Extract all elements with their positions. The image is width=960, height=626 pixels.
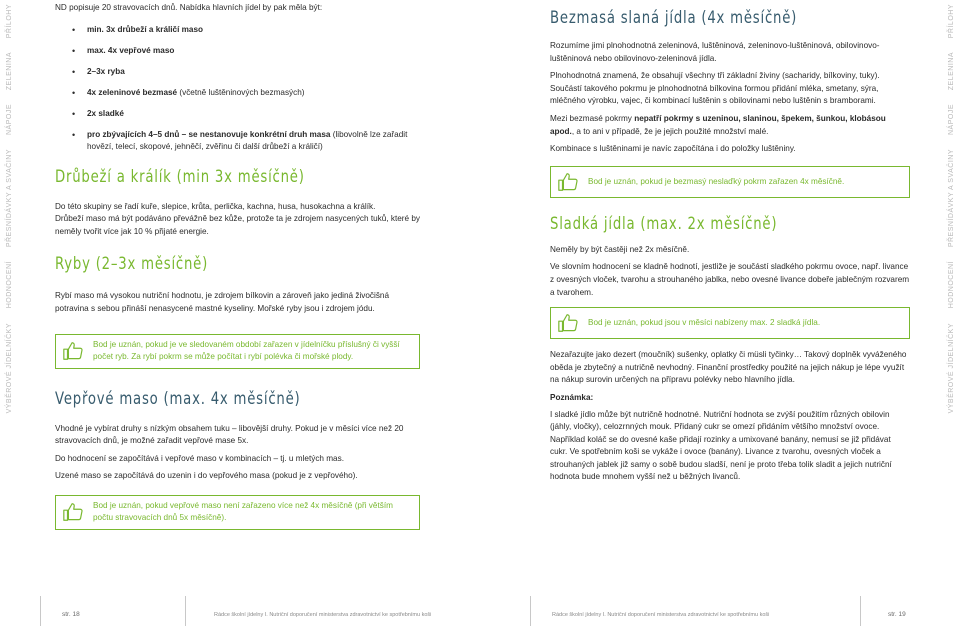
side-tab-label[interactable]: PŘESNÍDÁVKY A SVAČINY: [5, 149, 13, 248]
meatless-text: Rozumíme jimi plnohodnotná zeleninová, luštěninová, zeleninovo-luštěninová, obilovinovo-luštěninová nebo obilovinovo-zeleninová jídla.: [550, 41, 880, 63]
side-tab-label[interactable]: HODNOCENÍ: [947, 261, 955, 309]
side-tab-label[interactable]: ZELENINA: [5, 51, 13, 91]
footer-text-left: Rádce školní jídelny I. Nutriční doporučení ministerstva zdravotnictví ke spotřebnímu koši: [214, 612, 432, 618]
sweet-text-3: Nezařazujte jako dezert (moučník) sušenky, oplatky či müsli tyčinky… Takový doplněk vyváženého oběda je zbytečný a nutričně nevhodný. Finanční prostředky použité na jejich nákup je lépe využít na nákup surovin určených na přípravu polévky nebo hlavního jídla.: [550, 350, 907, 385]
right-page: [550, 0, 910, 600]
side-tab-label[interactable]: NÁPOJE: [947, 104, 955, 136]
poultry-text-2: Drůbeží maso má být podáváno převážně bez kůže, protože ta je zdrojem nasycených tuků, které by neměly tvořit více jak 10 % přijaté energie.: [55, 214, 420, 236]
footer-divider: [860, 596, 861, 626]
tip-text: Bod je uznán, pokud je bezmasý neslaďký pokrm zařazen 4x měsíčně.: [588, 176, 845, 186]
list-item: • 2–3x ryba: [55, 66, 420, 78]
thumbs-up-icon: [557, 312, 579, 334]
page-number-left: str. 18: [62, 611, 80, 618]
left-page: [55, 0, 420, 600]
tip-box-sweet: [550, 307, 910, 339]
note-label: Poznámka:: [550, 392, 594, 402]
poultry-text: Do této skupiny se řadí kuře, slepice, krůta, perlička, kachna, husa, husokachna a králík.: [55, 201, 376, 211]
thumbs-up-icon: [62, 501, 84, 523]
section-heading-poultry: Drůbeží a králík (min 3x měsíčně): [55, 166, 305, 187]
pork-text-3: Uzené maso se započítává do uzenin i do vepřového masa (pokud je z vepřového).: [55, 471, 358, 481]
meal-plan-list: [55, 24, 420, 153]
side-tab-label[interactable]: PŘÍLOHY: [947, 3, 955, 38]
sweet-text-2: Ve slovním hodnocení se kladně hodnotí, jestliže je součástí sladkého pokrmu ovoce, např. livance z ovesných vloček, tvarohu a strouhaného jablka, nebo ovesné livance dobeře jablečným rozvarem a tvarohem.: [550, 262, 910, 297]
tip-text: Bod je uznán, pokud je ve sledovaném období zařazen v jídelníčku příslušný či vyšší počet ryb. Za rybí pokrm se může počítat i rybí polévka či mořské plody.: [93, 339, 400, 362]
thumbs-up-icon: [62, 340, 84, 362]
section-heading-fish: Ryby (2–3x měsíčně): [55, 254, 209, 275]
list-item: • 4x zeleninové bezmasé (včetně luštěninových bezmasých): [55, 87, 420, 99]
footer-divider: [530, 596, 531, 626]
footer-text-right: Rádce školní jídelny I. Nutriční doporučení ministerstva zdravotnictví ke spotřebnímu koši: [552, 612, 770, 618]
side-tab-label[interactable]: NÁPOJE: [5, 104, 13, 136]
tip-box-meatless: [550, 166, 910, 198]
intro-text: ND popisuje 20 stravovacích dnů. Nabídka hlavních jídel by pak měla být:: [55, 3, 323, 12]
footer-divider: [40, 596, 41, 626]
pork-text-2: Do hodnocení se započítává i vepřové maso v kombinacích – tj. u mletých mas.: [55, 453, 344, 463]
sweet-text: Neměly by být častěji než 2x měsíčně.: [550, 244, 690, 254]
meatless-text-4: Kombinace s luštěninami je navíc započítána i do položky luštěniny.: [550, 144, 796, 154]
side-tab-label[interactable]: PŘÍLOHY: [5, 3, 13, 38]
side-tab-label[interactable]: VÝBĚROVÉ JÍDELNÍČKY: [5, 322, 13, 413]
note-text: I sladké jídlo může být nutričně hodnotné. Nutriční hodnota se zvýší použitím různých obilovin (jáhly, vločky), celozrnných mouk. Přidaný cukr se omezí přidáním většího množství ovoce. Například koláč se do ovesné kaše přidají rozinky a umixované banány, nemusí se již přidávat cukr. Ve spotřebním koši se vykáže i ovoce (banány). Livance z tvarohu, ovesných vloček a strouhaných jablek již samy o sobě budou sladší, není je proto třeba tolik sladit a jejich nutriční hodnota bude mnohem vyšší než u běžných livanců.: [550, 409, 892, 482]
list-item: • min. 3x drůbeží a králičí maso: [55, 24, 420, 36]
side-navigation-left: [0, 0, 18, 600]
section-heading-sweet: Sladká jídla (max. 2x měsíčně): [550, 213, 778, 234]
section-heading-meatless: Bezmasá slaná jídla (4x měsíčně): [550, 8, 798, 28]
list-item: • max. 4x vepřové maso: [55, 45, 420, 57]
side-tab-label[interactable]: PŘESNÍDÁVKY A SVAČINY: [947, 149, 955, 248]
meatless-text-3: Mezi bezmasé pokrmy nepatří pokrmy s uzeninou, slaninou, špekem, šunkou, klobásou apod., a to ani v případě, že je jejich použité množství malé.: [550, 113, 886, 136]
side-tab-label[interactable]: VÝBĚROVÉ JÍDELNÍČKY: [947, 322, 955, 413]
list-item: • 2x sladké: [55, 108, 420, 120]
list-item: • pro zbývajících 4–5 dnů – se nestanovuje konkrétní druh masa (libovolně lze zařadit hovězí, telecí, skopové, jehněčí, zvěřinu či další drůbeží a králičí): [55, 129, 420, 153]
pork-text: Vhodné je vybírat druhy s nízkým obsahem tuku – libovější druhy. Pokud je v měsíci více než 20 stravovacích dnů, je možné zařadit vepřové mase 5x.: [55, 423, 404, 446]
tip-text: Bod je uznán, pokud jsou v měsíci nabízeny max. 2 sladká jídla.: [588, 317, 821, 327]
meatless-text-2: Plnohodnotná znamená, že obsahují všechny tři základní živiny (sacharidy, bílkoviny, tuky). Součástí takového pokrmu je plnohodnotná bílkovina formou přidání mléka, smetany, sýra, mléčného výrobku, vajec, či kombinací luštěnin s obilovinami nebo luštěnin s bramborami.: [550, 71, 880, 106]
side-navigation-right: [942, 0, 960, 600]
side-tab-label[interactable]: HODNOCENÍ: [5, 261, 13, 309]
fish-text: Rybí maso má vysokou nutriční hodnotu, je zdrojem bílkovin a zároveň jako jediná živočišná potravina s sebou přináší nenasycené mastné kyseliny. Mořské ryby jsou i zdrojem jódu.: [55, 291, 390, 313]
tip-text: Bod je uznán, pokud vepřové maso není zařazeno více než 4x měsíčně (při větším počtu stravovacích dnů 5x měsíčně).: [93, 500, 393, 523]
page-number-right: str. 19: [888, 611, 906, 618]
tip-box-fish: [55, 334, 420, 369]
footer-divider: [185, 596, 186, 626]
section-heading-pork: Vepřové maso (max. 4x měsíčně): [55, 388, 301, 409]
side-tab-label[interactable]: ZELENINA: [947, 51, 955, 91]
tip-box-pork: [55, 495, 420, 530]
thumbs-up-icon: [557, 171, 579, 193]
